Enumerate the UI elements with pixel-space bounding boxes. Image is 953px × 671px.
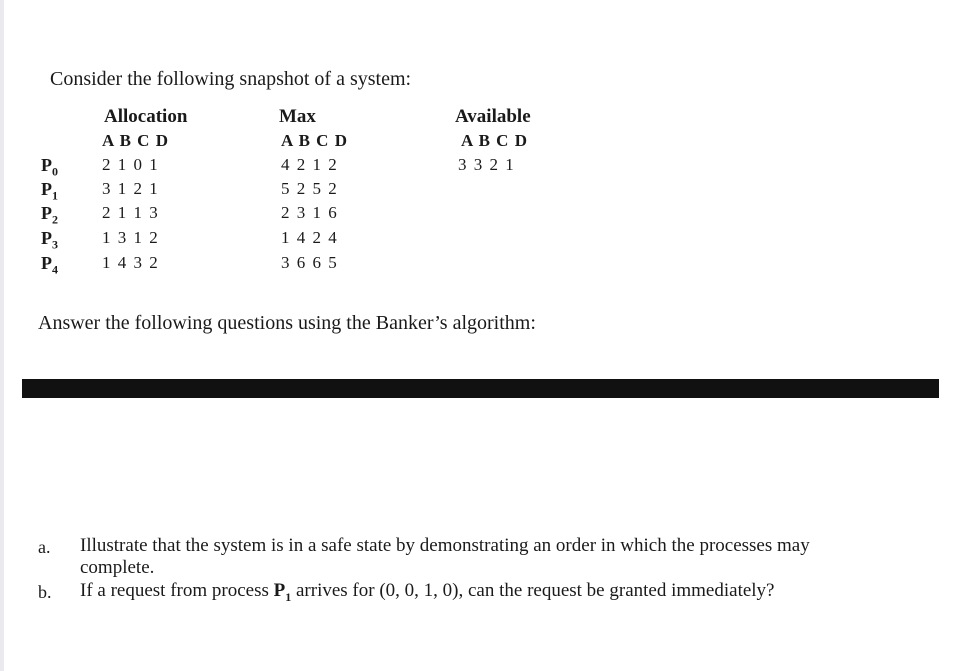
question-a-letter: a. [38,537,51,557]
allocation-p0: 2 1 0 1 [102,155,160,174]
question-b-text: If a request from process $P_1$ arrives for (0, 0, 1, 0), can the request be granted immediately? [80,580,775,604]
allocation-p4: 1 4 3 2 [102,253,160,272]
process-label-p1: $P_1$ [41,179,58,203]
page-left-edge [0,0,4,671]
process-label-p0: $P_0$ [41,155,58,179]
subheader-max: A B C D [281,131,348,150]
redaction-bar [22,379,939,398]
available-values: 3 3 2 1 [458,155,516,174]
max-p4: 3 6 6 5 [281,253,339,272]
process-label-p3: $P_3$ [41,228,58,252]
process-label-p4: $P_4$ [41,253,58,277]
header-max: Max [279,106,316,127]
max-p0: 4 2 1 2 [281,155,339,174]
max-p3: 1 4 2 4 [281,228,339,247]
process-label-p2: $P_2$ [41,203,58,227]
question-b-letter: b. [38,582,52,602]
header-allocation: Allocation [104,106,188,127]
header-available: Available [455,106,531,127]
max-p1: 5 2 5 2 [281,179,339,198]
allocation-p2: 2 1 1 3 [102,203,160,222]
question-a-line2: complete. [80,557,155,578]
allocation-p3: 1 3 1 2 [102,228,160,247]
intro-text: Consider the following snapshot of a system: [50,68,412,90]
question-b-process: $P_1$ [273,580,292,604]
max-p2: 2 3 1 6 [281,203,339,222]
answer-intro-text: Answer the following questions using the Banker’s algorithm: [38,312,536,334]
subheader-allocation: A B C D [102,131,169,150]
question-a-line1: Illustrate that the system is in a safe state by demonstrating an order in which the processes may [80,535,810,556]
allocation-p1: 3 1 2 1 [102,179,160,198]
subheader-available: A B C D [461,131,528,150]
